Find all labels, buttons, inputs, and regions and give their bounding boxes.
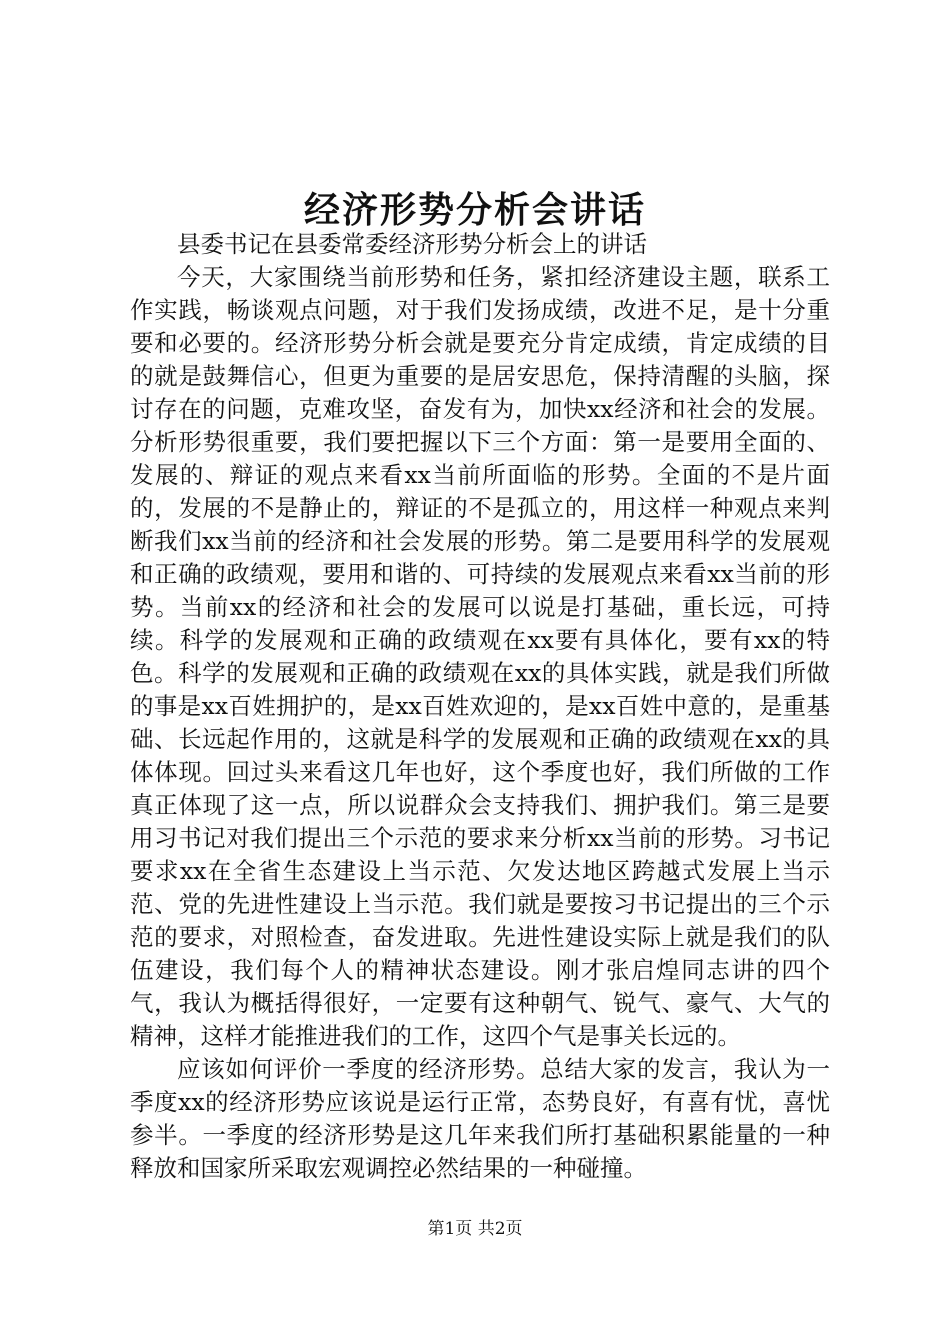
document-body [130, 228, 830, 1185]
document-title: 经济形势分析会讲话 [303, 189, 646, 231]
body-paragraph: 应该如何评价一季度的经济形势。总结大家的发言，我认为一季度xx的经济形势应该说是运行正常，态势良好，有喜有忧，喜忧参半。一季度的经济形势是这几年来我们所打基础积累能量的一种释放和国家所采取宏观调控必然结果的一种碰撞。 [130, 1055, 830, 1182]
page-number-footer: 第1页 共2页 [427, 1219, 523, 1239]
subtitle-paragraph: 县委书记在县委常委经济形势分析会上的讲话 [177, 230, 647, 258]
body-paragraph: 今天，大家围绕当前形势和任务，紧扣经济建设主题，联系工作实践，畅谈观点问题，对于我们发扬成绩，改进不足，是十分重要和必要的。经济形势分析会就是要充分肯定成绩，肯定成绩的目的就是鼓舞信心，但更为重要的是居安思危，保持清醒的头脑，探讨存在的问题，克难攻坚，奋发有为，加快xx经济和社会的发展。分析形势很重要，我们要把握以下三个方面：第一是要用全面的、发展的、辩证的观点来看xx当前所面临的形势。全面的不是片面的，发展的不是静止的，辩证的不是孤立的，用这样一种观点来判断我们xx当前的经济和社会发展的形势。第二是要用科学的发展观和正确的政绩观，要用和谐的、可持续的发展观点来看xx当前的形势。当前xx的经济和社会的发展可以说是打基础，重长远，可持续。科学的发展观和正确的政绩观在xx要有具体化，要有xx的特色。科学的发展观和正确的政绩观在xx的具体实践，就是我们所做的事是xx百姓拥护的，是xx百姓欢迎的，是xx百姓中意的，是重基础、长远起作用的，这就是科学的发展观和正确的政绩观在xx的具体体现。回过头来看这几年也好，这个季度也好，我们所做的工作真正体现了这一点，所以说群众会支持我们、拥护我们。第三是要用习书记对我们提出三个示范的要求来分析xx当前的形势。习书记要求xx在全省生态建设上当示范、欠发达地区跨越式发展上当示范、党的先进性建设上当示范。我们就是要按习书记提出的三个示范的要求，对照检查，奋发进取。先进性建设实际上就是我们的队伍建设，我们每个人的精神状态建设。刚才张启煌同志讲的四个气，我认为概括得很好，一定要有这种朝气、锐气、豪气、大气的精神，这样才能推进我们的工作，这四个气是事关长远的。 [130, 263, 830, 1050]
